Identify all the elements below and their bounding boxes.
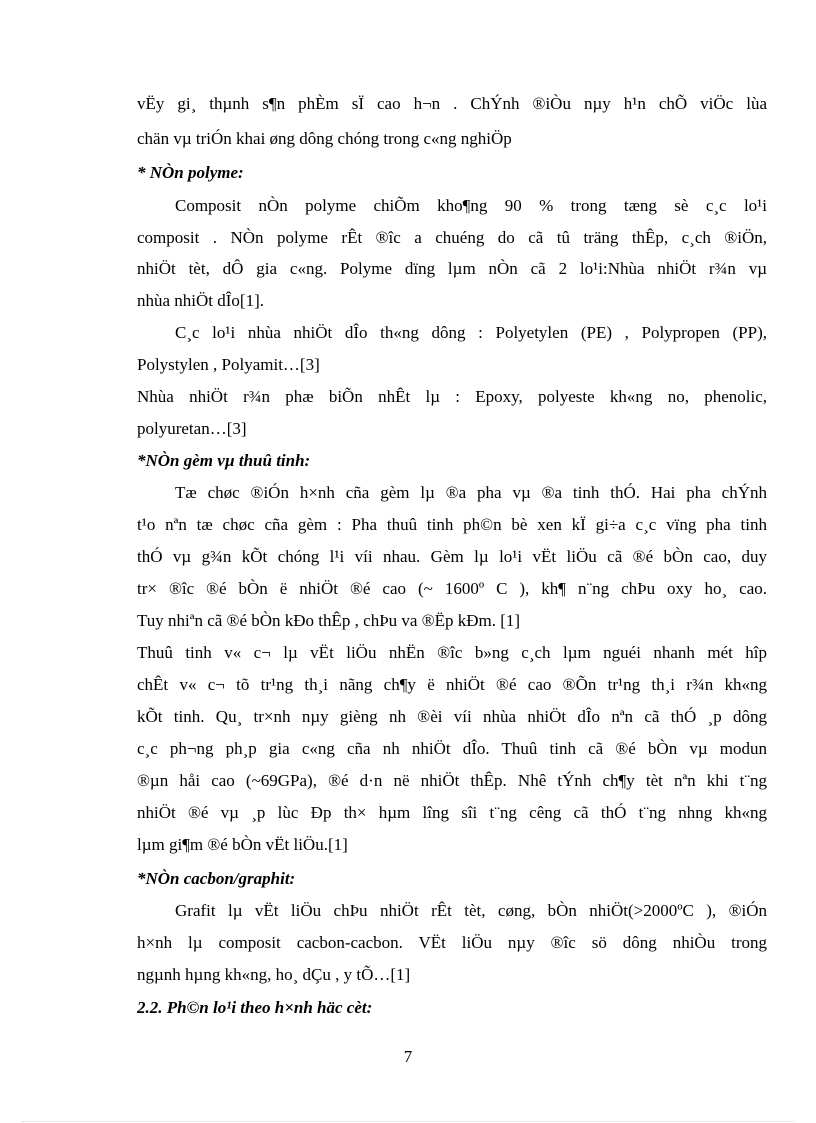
body-line: Composit nÒn polyme chiÕm kho¶ng 90 % trong tæng sè c¸c lo¹i [175, 196, 767, 215]
body-line: h×nh lµ composit cacbon-cacbon. VËt liÖu nµy ®îc sö dông nhiÒu trong [137, 933, 767, 952]
body-line: Grafit lµ vËt liÖu chÞu nhiÖt rÊt tèt, cøng, bÒn nhiÖt(>2000ºC ), ®iÓn [175, 901, 767, 920]
body-line: Tæ chøc ®iÓn h×nh cña gèm lµ ®a pha vµ ®a tinh thÓ. Hai pha chÝnh [175, 483, 767, 502]
body-line: composit . NÒn polyme rÊt ®îc a chuéng do cã tû träng thÊp, c¸ch ®iÖn, [137, 228, 767, 247]
footer-divider [22, 1121, 794, 1122]
body-line: t¹o nªn tæ chøc cña gèm : Pha thuû tinh ph©n bè xen kÏ gi÷a c¸c vïng pha tinh [137, 515, 767, 534]
body-line: kÕt tinh. Qu¸ tr×nh nµy gièng nh ®èi víi nhùa nhiÖt dÎo nªn cã thÓ ¸p dông [137, 707, 767, 726]
body-line: Tuy nhiªn cã ®é bÒn kÐo thÊp , chÞu va ®Ëp kÐm. [1] [137, 611, 521, 630]
body-line: tr× ®îc ®é bÒn ë nhiÖt ®é cao (~ 1600º C ), kh¶ n¨ng chÞu oxy ho¸ cao. [137, 579, 767, 598]
body-line: ngµnh hµng kh«ng, ho¸ dÇu , y tÕ…[1] [137, 965, 411, 984]
body-line: vËy gi¸ thµnh s¶n phÈm sÏ cao h¬n . ChÝnh ®iÒu nµy h¹n chÕ viÖc lùa [137, 94, 767, 113]
body-line: chän vµ triÓn khai øng dông chóng trong c«ng nghiÖp [137, 129, 512, 148]
body-line: Nhùa nhiÖt r¾n phæ biÕn nhÊt lµ : Epoxy, polyeste kh«ng no, phenolic, [137, 387, 767, 406]
body-line: lµm gi¶m ®é bÒn vËt liÖu.[1] [137, 835, 348, 854]
body-line: Polystylen , Polyamit…[3] [137, 355, 320, 374]
body-line: nhiÖt ®é vµ ¸p lùc Ðp th× hµm lîng sîi t¨ng cêng cã thÓ t¨ng nhng kh«ng [137, 803, 767, 822]
body-line: thÓ vµ g¾n kÕt chóng l¹i víi nhau. Gèm lµ lo¹i vËt liÖu cã ®é bÒn cao, duy [137, 547, 767, 566]
body-line: chÊt v« c¬ tõ tr¹ng th¸i nãng ch¶y ë nhiÖt ®é cao ®Õn tr¹ng th¸i r¾n kh«ng [137, 675, 767, 694]
body-line: polyuretan…[3] [137, 419, 247, 438]
section-heading: * NÒn polyme: [137, 163, 244, 182]
body-line: ®µn håi cao (~69GPa), ®é d·n në nhiÖt thÊp. Nhê tÝnh ch¶y tèt nªn khi t¨ng [137, 771, 767, 790]
body-line: nhùa nhiÖt dÎo[1]. [137, 291, 265, 310]
body-line: nhiÖt tèt, dÔ gia c«ng. Polyme dïng lµm nÒn cã 2 lo¹i:Nhùa nhiÖt r¾n vµ [137, 259, 767, 278]
section-heading: *NÒn cacbon/graphit: [137, 869, 296, 888]
section-heading: 2.2. Ph©n lo¹i theo h×nh häc cèt: [137, 998, 373, 1017]
page-number: 7 [403, 1047, 413, 1066]
body-line: c¸c ph¬ng ph¸p gia c«ng cña nh nhiÖt dÎo. Thuû tinh cã ®é bÒn vµ modun [137, 739, 767, 758]
body-line: Thuû tinh v« c¬ lµ vËt liÖu nhËn ®îc b»ng c¸ch lµm nguéi nhanh mét hîp [137, 643, 767, 662]
body-line: C¸c lo¹i nhùa nhiÖt dÎo th«ng dông : Polyetylen (PE) , Polypropen (PP), [175, 323, 767, 342]
section-heading: *NÒn gèm vµ thuû tinh: [137, 451, 311, 470]
